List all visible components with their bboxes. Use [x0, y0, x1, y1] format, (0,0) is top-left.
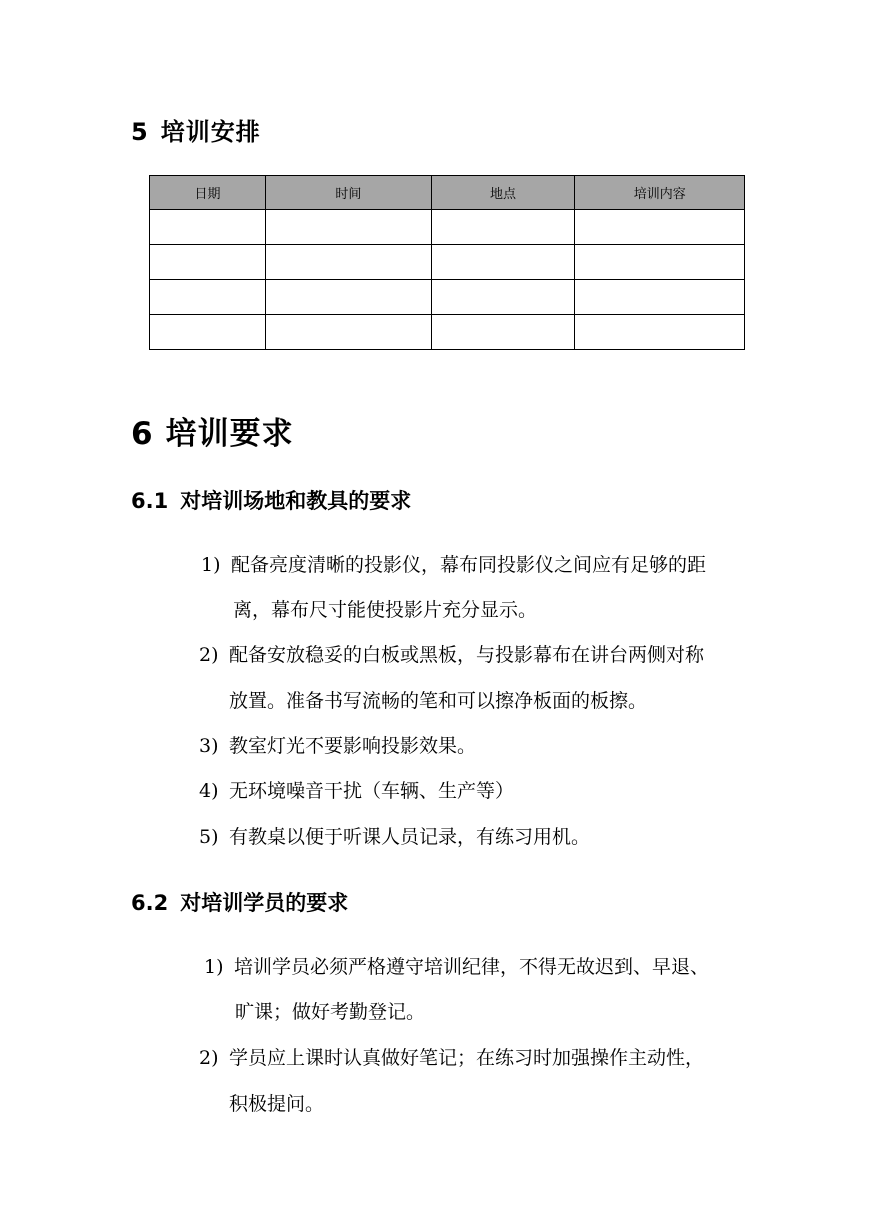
training-schedule-table: [149, 175, 745, 350]
table-row: [150, 315, 745, 350]
table-cell: [150, 280, 266, 315]
col-header-date: 日期: [150, 176, 266, 210]
list-item-number: 1): [201, 554, 221, 576]
table-cell: [575, 210, 745, 245]
list-item-number: 2): [199, 644, 219, 666]
list-item: [199, 825, 590, 849]
list-item-number: 2): [199, 1047, 219, 1069]
section-6-number: 6: [131, 416, 154, 452]
table-cell: [150, 245, 266, 280]
table-cell: [431, 210, 575, 245]
table-cell: [266, 245, 432, 280]
list-item-text: 配备亮度清晰的投影仪，幕布同投影仪之间应有足够的距: [231, 554, 707, 576]
section-6-2-number: 6.2: [131, 891, 169, 915]
section-6-1-heading: [131, 485, 411, 515]
list-item: [199, 643, 704, 667]
section-6-title: 培训要求: [165, 416, 294, 452]
table-cell: [575, 245, 745, 280]
list-item-continuation: 放置。准备书写流畅的笔和可以擦净板面的板擦。: [229, 690, 648, 712]
list-item-number: 1): [204, 956, 224, 978]
section-6-2-title: 对培训学员的要求: [180, 891, 349, 915]
table-cell: [575, 280, 745, 315]
section-6-2-heading: [131, 887, 348, 917]
table-cell: [431, 245, 575, 280]
table-row: [150, 210, 745, 245]
list-item: [204, 955, 709, 979]
list-item-continuation: 旷课；做好考勤登记。: [235, 1001, 426, 1023]
list-item-text: 学员应上课时认真做好笔记；在练习时加强操作主动性，: [229, 1047, 705, 1069]
table-cell: [266, 210, 432, 245]
table-header-row: [150, 176, 745, 210]
table-cell: [266, 315, 432, 350]
list-item-text: 无环境噪音干扰（车辆、生产等）: [229, 780, 515, 802]
section-5-heading: [131, 112, 261, 147]
section-6-heading: [131, 408, 294, 453]
col-header-time: 时间: [266, 176, 432, 210]
list-item: [199, 734, 476, 758]
list-item-number: 4): [199, 780, 219, 802]
table-cell: [150, 210, 266, 245]
list-item-continuation: 离，幕布尺寸能使投影片充分显示。: [233, 599, 538, 621]
table-cell: [431, 280, 575, 315]
section-5-title: 培训安排: [160, 118, 261, 146]
table-cell: [575, 315, 745, 350]
table-row: [150, 280, 745, 315]
list-item-continuation: 积极提问。: [229, 1093, 325, 1115]
col-header-location: 地点: [431, 176, 575, 210]
list-item-text: 培训学员必须严格遵守培训纪律，不得无故迟到、早退、: [234, 956, 710, 978]
section-6-1-title: 对培训场地和教具的要求: [180, 489, 412, 513]
list-item: [199, 779, 514, 803]
list-item-number: 5): [199, 826, 219, 848]
table-cell: [431, 315, 575, 350]
table-cell: [150, 315, 266, 350]
section-6-1-number: 6.1: [131, 489, 169, 513]
section-5-number: 5: [131, 118, 149, 146]
table-row: [150, 245, 745, 280]
table-cell: [266, 280, 432, 315]
list-item-text: 配备安放稳妥的白板或黑板，与投影幕布在讲台两侧对称: [229, 644, 705, 666]
col-header-content: 培训内容: [575, 176, 745, 210]
list-item-text: 有教桌以便于听课人员记录，有练习用机。: [229, 826, 591, 848]
list-item: [199, 1046, 704, 1070]
list-item-number: 3): [199, 735, 219, 757]
list-item: [201, 553, 706, 577]
list-item-text: 教室灯光不要影响投影效果。: [229, 735, 477, 757]
